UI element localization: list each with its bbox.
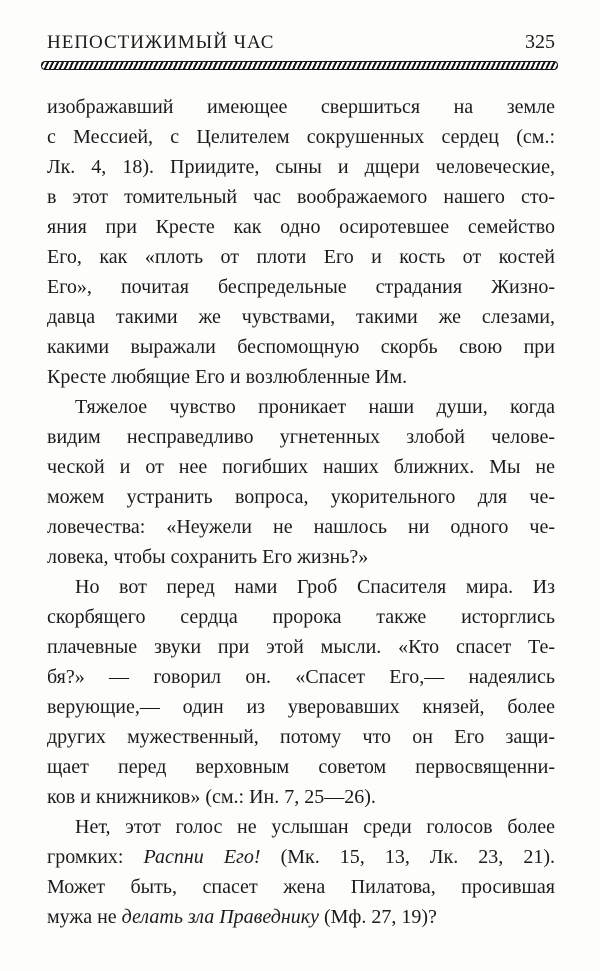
text-line bbox=[47, 782, 555, 812]
text-line bbox=[47, 182, 555, 212]
text-segment: верующие,— один из уверовавших князей, более bbox=[47, 696, 555, 718]
text-line bbox=[47, 362, 555, 392]
text-segment: какими выражали беспомощную скорбь свою при bbox=[47, 336, 555, 358]
text-line bbox=[47, 632, 555, 662]
text-line bbox=[47, 722, 555, 752]
text-segment: давца такими же чувствами, такими же слезами, bbox=[47, 306, 555, 328]
text-segment: мужа не bbox=[47, 906, 122, 928]
text-line bbox=[47, 752, 555, 782]
text-segment: Его», почитая беспредельные страдания Жизно- bbox=[47, 276, 555, 298]
text-line bbox=[47, 842, 555, 872]
running-header bbox=[47, 31, 555, 54]
text-line bbox=[47, 542, 555, 572]
text-segment: Может быть, спасет жена Пилатова, просившая bbox=[47, 876, 555, 898]
text-line bbox=[47, 662, 555, 692]
text-line bbox=[47, 242, 555, 272]
text-line bbox=[47, 392, 555, 422]
rope-divider bbox=[41, 61, 558, 70]
text-segment: Но вот перед нами Гроб Спасителя мира. Из bbox=[75, 576, 555, 598]
paragraph bbox=[47, 572, 555, 812]
text-segment: с Мессией, с Целителем сокрушенных сердец (см.: bbox=[47, 126, 555, 148]
text-segment: плачевные звуки при этой мысли. «Кто спасет Те- bbox=[47, 636, 555, 658]
text-segment: в этот томительный час воображаемого нашего сто- bbox=[47, 186, 555, 208]
text-line bbox=[47, 692, 555, 722]
text-segment: Кресте любящие Его и возлюбленные Им. bbox=[47, 366, 408, 388]
text-segment: других мужественный, потому что он Его защи- bbox=[47, 726, 555, 748]
page-body bbox=[47, 92, 555, 932]
text-line bbox=[47, 572, 555, 602]
text-segment: скорбящего сердца пророка также исторглись bbox=[47, 606, 555, 628]
text-line bbox=[47, 212, 555, 242]
text-segment: видим несправедливо угнетенных злобой челове- bbox=[47, 426, 555, 448]
page-number: 325 bbox=[525, 31, 555, 53]
text-segment: громких: bbox=[47, 846, 144, 868]
paragraph bbox=[47, 812, 555, 932]
text-segment: ловека, чтобы сохранить Его жизнь?» bbox=[47, 546, 369, 568]
text-segment: Лк. 4, 18). Приидите, сыны и дщери человеческие, bbox=[47, 156, 555, 178]
text-line bbox=[47, 332, 555, 362]
text-line bbox=[47, 512, 555, 542]
text-segment: Тяжелое чувство проникает наши души, когда bbox=[75, 396, 555, 418]
text-line bbox=[47, 272, 555, 302]
running-header-title: НЕПОСТИЖИМЫЙ ЧАС bbox=[47, 32, 275, 53]
text-line bbox=[47, 152, 555, 182]
text-segment: Его, как «плоть от плоти Его и кость от костей bbox=[47, 246, 555, 268]
text-line bbox=[47, 302, 555, 332]
text-segment: изображавший имеющее свершиться на земле bbox=[47, 96, 555, 118]
emphasized-text: Распни Его! bbox=[143, 846, 261, 868]
text-line bbox=[47, 452, 555, 482]
paragraph bbox=[47, 392, 555, 572]
text-segment: (Мк. 15, 13, Лк. 23, 21). bbox=[260, 846, 555, 868]
text-segment: Нет, этот голос не услышан среди голосов более bbox=[75, 816, 555, 838]
text-line bbox=[47, 482, 555, 512]
text-segment: (Мф. 27, 19)? bbox=[318, 906, 437, 928]
text-segment: бя?» — говорил он. «Спасет Его,— надеялись bbox=[47, 666, 555, 688]
text-segment: ков и книжников» (см.: Ин. 7, 25—26). bbox=[47, 786, 376, 808]
text-line bbox=[47, 902, 555, 932]
text-line bbox=[47, 122, 555, 152]
text-line bbox=[47, 872, 555, 902]
paragraph bbox=[47, 92, 555, 392]
text-segment: можем устранить вопроса, укорительного для че- bbox=[47, 486, 555, 508]
text-line bbox=[47, 422, 555, 452]
text-segment: ческой и от нее погибших наших ближних. Мы не bbox=[47, 456, 555, 478]
text-line bbox=[47, 602, 555, 632]
text-line bbox=[47, 92, 555, 122]
text-segment: ловечества: «Неужели не нашлось ни одного че- bbox=[47, 516, 555, 538]
text-line bbox=[47, 812, 555, 842]
text-segment: яния при Кресте как одно осиротевшее семейство bbox=[47, 216, 555, 238]
text-segment: щает перед верховным советом первосвященни- bbox=[47, 756, 555, 778]
emphasized-text: делать зла Праведнику bbox=[121, 906, 319, 928]
